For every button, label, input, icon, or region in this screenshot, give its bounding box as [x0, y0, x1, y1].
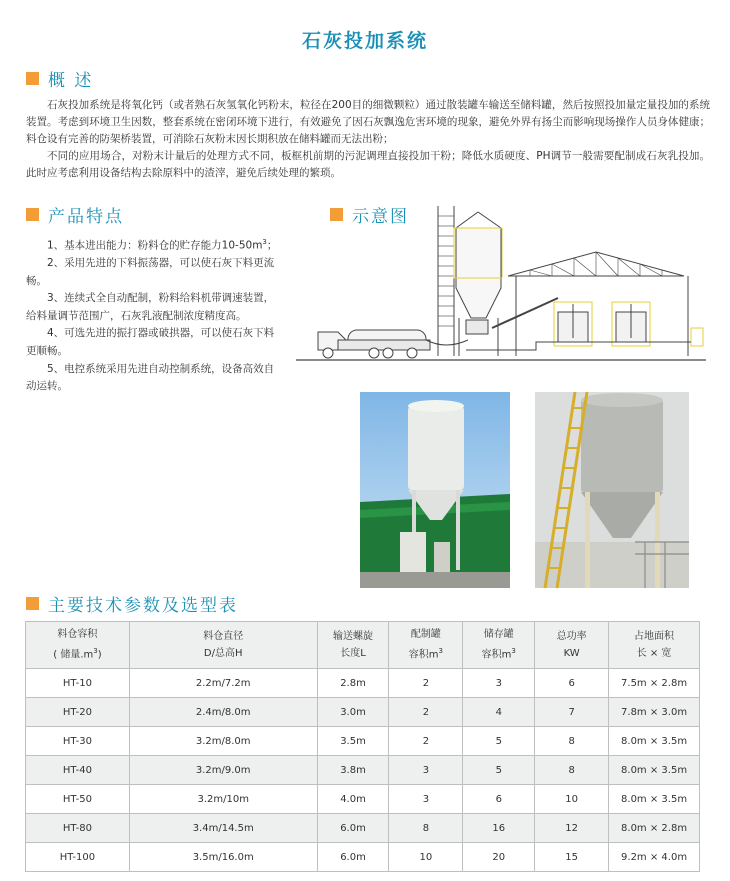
screw-length-cell: 6.0m — [317, 814, 389, 843]
params-heading — [26, 591, 238, 616]
orange-square-icon — [26, 72, 39, 85]
page-title: 石灰投加系统 — [301, 30, 428, 52]
screw-length-cell: 3.5m — [317, 727, 389, 756]
storage-tank-cell: 20 — [463, 843, 535, 872]
features-title: 产品特点 — [48, 207, 124, 227]
footprint-cell: 8.0m × 3.5m — [609, 756, 700, 785]
feature-item: 2、采用先进的下料振荡器，可以使石灰下料更流畅。 — [26, 257, 275, 287]
footprint-cell: 8.0m × 3.5m — [609, 727, 700, 756]
mixing-tank-cell: 2 — [389, 727, 463, 756]
table-row — [26, 756, 700, 785]
silo-photo-2 — [535, 392, 689, 588]
diameter-height-cell: 2.2m/7.2m — [129, 669, 317, 698]
system-schematic-diagram — [296, 200, 708, 368]
screw-length-cell: 6.0m — [317, 843, 389, 872]
diameter-height-cell: 3.4m/14.5m — [129, 814, 317, 843]
feature-item: 5、电控系统采用先进自动控制系统，设备高效自动运转。 — [26, 362, 275, 393]
table-row — [26, 843, 700, 872]
mixing-tank-cell: 2 — [389, 669, 463, 698]
table-row — [26, 814, 700, 843]
storage-tank-cell: 4 — [463, 698, 535, 727]
model-cell: HT-80 — [26, 814, 130, 843]
footprint-cell: 8.0m × 3.5m — [609, 785, 700, 814]
diameter-height-cell: 3.5m/16.0m — [129, 843, 317, 872]
header-cell: 总功率 KW — [535, 622, 609, 669]
diameter-height-cell: 3.2m/10m — [129, 785, 317, 814]
screw-length-cell: 4.0m — [317, 785, 389, 814]
storage-tank-cell: 5 — [463, 727, 535, 756]
header-cell: 料仓直径 D/总高H — [129, 622, 317, 669]
overview-heading — [26, 66, 93, 91]
overview-text — [26, 97, 710, 182]
footprint-cell: 7.8m × 3.0m — [609, 698, 700, 727]
table-row — [26, 727, 700, 756]
table-row — [26, 785, 700, 814]
model-cell: HT-40 — [26, 756, 130, 785]
diameter-height-cell: 3.2m/9.0m — [129, 756, 317, 785]
params-title: 主要技术参数及选型表 — [48, 596, 238, 616]
header-cell: 料仓容积 ( 储量$.m^3$) — [26, 622, 130, 669]
silo-photo-1 — [360, 392, 510, 588]
diameter-height-cell: 3.2m/8.0m — [129, 727, 317, 756]
power-cell: 8 — [535, 727, 609, 756]
header-cell: 储存罐 容积$m^3$ — [463, 622, 535, 669]
mixing-tank-cell: 3 — [389, 756, 463, 785]
mixing-tank-cell: 8 — [389, 814, 463, 843]
table-header-row — [26, 622, 700, 669]
mixing-tank-cell: 2 — [389, 698, 463, 727]
model-cell: HT-20 — [26, 698, 130, 727]
overview-para-2: 不同的应用场合，对粉末计量后的处理方式不同，板框机前期的污泥调理直接投加干粉；降低水质硬度、PH调节一般需要配制成石灰乳投加。此时应考虑利用设备结构去除原料中的渣滓，避免后续处理的繁琐。 — [26, 150, 710, 179]
mixing-tank-cell: 3 — [389, 785, 463, 814]
power-cell: 12 — [535, 814, 609, 843]
table-row — [26, 669, 700, 698]
orange-square-icon — [26, 597, 39, 610]
screw-length-cell: 2.8m — [317, 669, 389, 698]
screw-length-cell: 3.0m — [317, 698, 389, 727]
features-heading — [26, 202, 124, 227]
overview-para-1: 石灰投加系统是将氧化钙（或者熟石灰氢氧化钙粉末，粒径在200目的细微颗粒）通过散装罐车输送至储料罐，然后按照投加量定量投加的系统装置。考虑到环境卫生因数，整套系统在密闭环境下进行，有效避免了因石灰飘逸危害环境的现象，避免外界有扬尘而影响现场操作人员身体健康；料仓设有完善的防架桥装置，可消除石灰粉末因长期积放在储料罐而无法出粉； — [26, 99, 710, 145]
model-cell: HT-10 — [26, 669, 130, 698]
power-cell: 8 — [535, 756, 609, 785]
model-cell: HT-100 — [26, 843, 130, 872]
storage-tank-cell: 6 — [463, 785, 535, 814]
storage-tank-cell: 5 — [463, 756, 535, 785]
model-cell: HT-30 — [26, 727, 130, 756]
footprint-cell: 7.5m × 2.8m — [609, 669, 700, 698]
feature-item: 1、基本进出能力：粉料仓的贮存能力$10-50m^3$； — [47, 238, 278, 252]
storage-tank-cell: 16 — [463, 814, 535, 843]
table-row — [26, 698, 700, 727]
overview-title: 概 述 — [48, 71, 94, 91]
orange-square-icon — [26, 208, 39, 221]
header-cell: 输送螺旋 长度L — [317, 622, 389, 669]
diameter-height-cell: 2.4m/8.0m — [129, 698, 317, 727]
footprint-cell: 9.2m × 4.0m — [609, 843, 700, 872]
power-cell: 6 — [535, 669, 609, 698]
feature-item: 4、可选先进的振打器或破拱器，可以使石灰下料更顺畅。 — [26, 327, 275, 358]
power-cell: 7 — [535, 698, 609, 727]
model-cell: HT-50 — [26, 785, 130, 814]
mixing-tank-cell: 10 — [389, 843, 463, 872]
features-list — [26, 234, 284, 396]
header-cell: 占地面积 长 × 宽 — [609, 622, 700, 669]
power-cell: 15 — [535, 843, 609, 872]
storage-tank-cell: 3 — [463, 669, 535, 698]
screw-length-cell: 3.8m — [317, 756, 389, 785]
footprint-cell: 8.0m × 2.8m — [609, 814, 700, 843]
header-cell: 配制罐 容积$m^3$ — [389, 622, 463, 669]
spec-table — [25, 621, 700, 872]
feature-item: 3、连续式全自动配制，粉料给料机带调速装置，给料量调节范围广，石灰乳液配制浓度精度高。 — [26, 292, 275, 322]
diagram-title: 示意图 — [352, 207, 409, 227]
power-cell: 10 — [535, 785, 609, 814]
